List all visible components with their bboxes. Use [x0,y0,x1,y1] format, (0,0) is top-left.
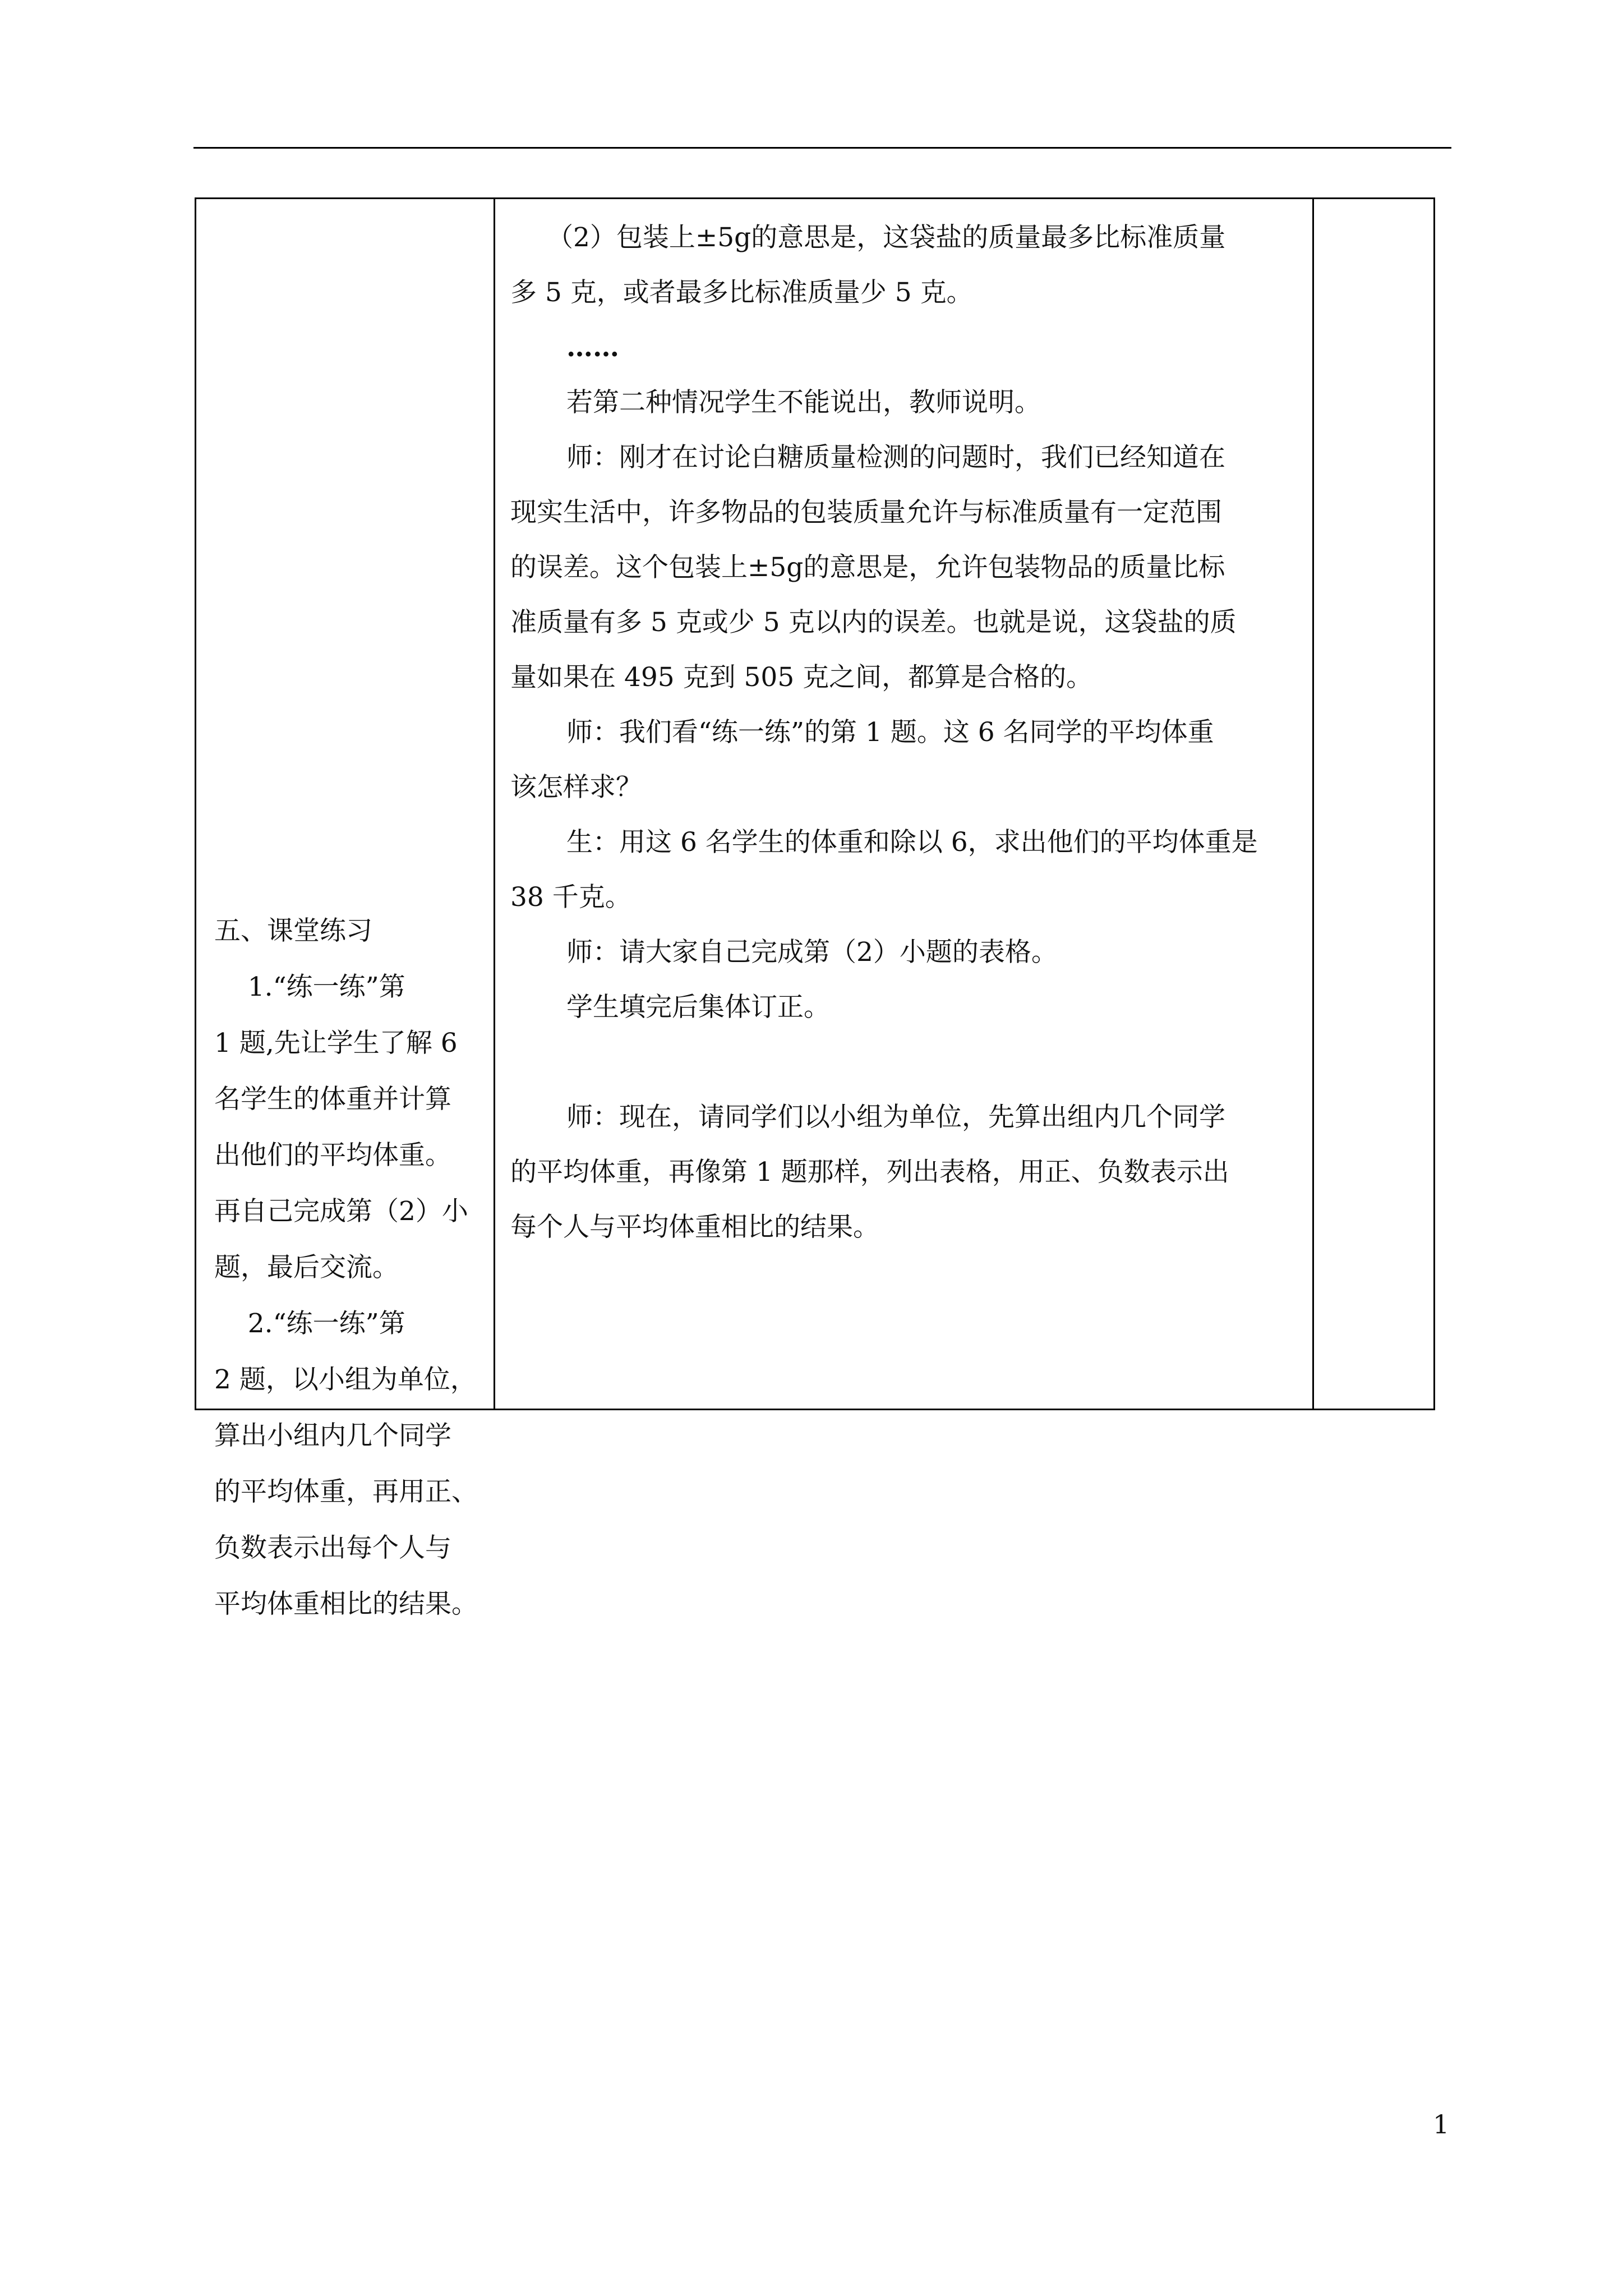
left-line: 1.“练一练”第 [214,972,405,1002]
column-divider-left [494,199,495,1409]
paragraph-line: 38 千克。 [510,882,631,913]
paragraph-line: 的误差。这个包装上±5g的意思是，允许包装物品的质量比标 [510,552,1225,583]
left-line: 的平均体重，再用正、 [214,1476,478,1507]
paragraph-line: 师：请大家自己完成第（2）小题的表格。 [566,937,1058,968]
left-line: 平均体重相比的结果。 [214,1589,478,1619]
column-divider-right [1312,199,1314,1409]
ellipsis: …… [566,332,619,363]
paragraph-line: （2）包装上±5g的意思是，这袋盐的质量最多比标准质量 [547,222,1226,253]
left-line: 再自己完成第（2）小 [214,1196,468,1227]
left-line: 算出小组内几个同学 [214,1420,451,1451]
paragraph-line: 若第二种情况学生不能说出，教师说明。 [566,387,1041,418]
paragraph-line: 准质量有多 5 克或少 5 克以内的误差。也就是说，这袋盐的质 [510,607,1237,638]
left-line: 名学生的体重并计算 [214,1084,451,1115]
lesson-table [195,197,1435,1619]
paragraph-line: 的平均体重，再像第 1 题那样，列出表格，用正、负数表示出 [510,1157,1229,1188]
page-number: 1 [1433,2109,1450,2139]
header-rule [193,147,1451,149]
paragraph-line: 师：我们看“练一练”的第 1 题。这 6 名同学的平均体重 [566,717,1214,748]
section-heading: 五、课堂练习 [214,915,372,946]
paragraph-line: 师：现在，请同学们以小组为单位，先算出组内几个同学 [566,1102,1225,1133]
paragraph-line: 学生填完后集体订正。 [566,992,830,1023]
left-line: 2.“练一练”第 [214,1308,405,1339]
paragraph-line: 师：刚才在讨论白糖质量检测的问题时，我们已经知道在 [566,442,1225,473]
paragraph-line: 量如果在 495 克到 505 克之间，都算是合格的。 [510,662,1093,693]
left-line: 2 题，以小组为单位， [214,1364,477,1395]
paragraph-line: 多 5 克，或者最多比标准质量少 5 克。 [510,277,973,308]
paragraph-line: 该怎样求？ [510,772,642,803]
paragraph-line: 生：用这 6 名学生的体重和除以 6，求出他们的平均体重是 [566,827,1258,858]
paragraph-line: 现实生活中，许多物品的包装质量允许与标准质量有一定范围 [510,497,1222,528]
left-line: 题，最后交流。 [214,1252,399,1283]
paragraph-line: 每个人与平均体重相比的结果。 [510,1212,879,1243]
left-line: 出他们的平均体重。 [214,1140,451,1171]
left-line: 负数表示出每个人与 [214,1533,451,1563]
left-line: 1 题,先让学生了解 6 [214,1028,458,1059]
